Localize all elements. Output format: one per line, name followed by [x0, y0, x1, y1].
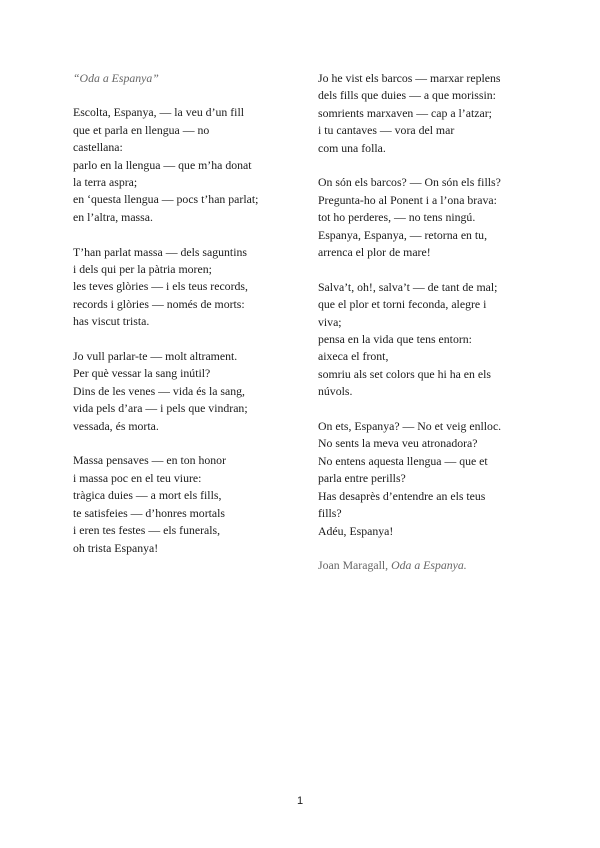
stanza: [318, 70, 540, 157]
verse-line: en ‘questa llengua — pocs t’han parlat;: [73, 192, 259, 207]
stanza: [73, 452, 295, 556]
verse-line: i massa poc en el teu viure:: [73, 470, 202, 485]
verse-line: castellana:: [73, 140, 123, 155]
verse-line: i eren tes festes — els funerals,: [73, 523, 221, 538]
verse-line: Massa pensaves — en ton honor: [73, 453, 227, 468]
verse-line: Espanya, Espanya, — retorna en tu,: [318, 227, 488, 242]
verse-line: tot ho perderes, — no tens ningú.: [318, 210, 476, 225]
verse-line: records i glòries — només de morts:: [73, 296, 245, 311]
attribution-author: Joan Maragall,: [318, 558, 392, 573]
verse-line: pensa en la vida que tens entorn:: [318, 332, 472, 347]
verse-line: Has desaprès d’entendre an els teus: [318, 488, 486, 503]
verse-line: Per què vessar la sang inútil?: [73, 366, 211, 381]
verse-line: Escolta, Espanya, — la veu d’un fill: [73, 105, 245, 120]
right-column: [318, 70, 540, 575]
verse-line: Jo vull parlar-te — molt altrament.: [73, 349, 238, 364]
verse-line: te satisfeies — d’honres mortals: [73, 505, 226, 520]
verse-line: viva;: [318, 314, 342, 329]
verse-line: que el plor et torni feconda, alegre i: [318, 297, 487, 312]
verse-line: les teves glòries — i els teus records,: [73, 279, 248, 294]
verse-line: fills?: [318, 506, 342, 521]
stanza: [318, 418, 540, 540]
verse-line: arrenca el plor de mare!: [318, 245, 431, 260]
verse-line: que et parla en llengua — no: [73, 122, 210, 137]
stanza: [73, 244, 295, 331]
stanza: [73, 104, 295, 226]
verse-line: oh trista Espanya!: [73, 540, 159, 555]
verse-line: On són els barcos? — On són els fills?: [318, 175, 501, 190]
verse-line: parlo en la llengua — que m’ha donat: [73, 157, 252, 172]
verse-line: la terra aspra;: [73, 175, 138, 190]
left-column: [73, 70, 295, 574]
verse-line: Salva’t, oh!, salva’t — de tant de mal;: [318, 279, 498, 294]
verse-line: núvols.: [318, 384, 353, 399]
verse-line: en l’altra, massa.: [73, 209, 153, 224]
verse-line: has viscut trista.: [73, 314, 150, 329]
verse-line: On ets, Espanya? — No et veig enlloc.: [318, 419, 502, 434]
verse-line: No sents la meva veu atronadora?: [318, 436, 478, 451]
verse-line: tràgica duies — a mort els fills,: [73, 488, 222, 503]
page-number: 1: [296, 795, 304, 807]
verse-line: somriu als set colors que hi ha en els: [318, 366, 491, 381]
stanza: [318, 174, 540, 261]
attribution-work: Oda a Espanya.: [391, 558, 467, 573]
verse-line: T’han parlat massa — dels saguntins: [73, 244, 247, 259]
verse-line: Jo he vist els barcos — marxar replens: [318, 71, 501, 85]
verse-line: parla entre perills?: [318, 471, 406, 486]
verse-line: Adéu, Espanya!: [318, 523, 394, 538]
verse-line: Pregunta-ho al Ponent i a l’ona brava:: [318, 192, 497, 207]
verse-line: somrients marxaven — cap a l’atzar;: [318, 105, 492, 120]
verse-line: vessada, és morta.: [73, 418, 159, 433]
verse-line: aixeca el front,: [318, 349, 389, 364]
poem-title: “Oda a Espanya”: [73, 71, 159, 85]
right-stanzas: [318, 70, 540, 540]
stanza: [318, 279, 540, 401]
left-stanzas: [73, 104, 295, 557]
stanza: [73, 348, 295, 435]
verse-line: i dels qui per la pàtria moren;: [73, 262, 212, 277]
verse-line: i tu cantaves — vora del mar: [318, 123, 455, 138]
verse-line: com una folla.: [318, 140, 386, 155]
verse-line: vida pels d’ara — i pels que vindran;: [73, 401, 248, 416]
verse-line: dels fills que duies — a que morissin:: [318, 88, 496, 103]
verse-line: No entens aquesta llengua — que et: [318, 453, 488, 468]
attribution: [318, 557, 540, 574]
verse-line: Dins de les venes — vida és la sang,: [73, 383, 245, 398]
